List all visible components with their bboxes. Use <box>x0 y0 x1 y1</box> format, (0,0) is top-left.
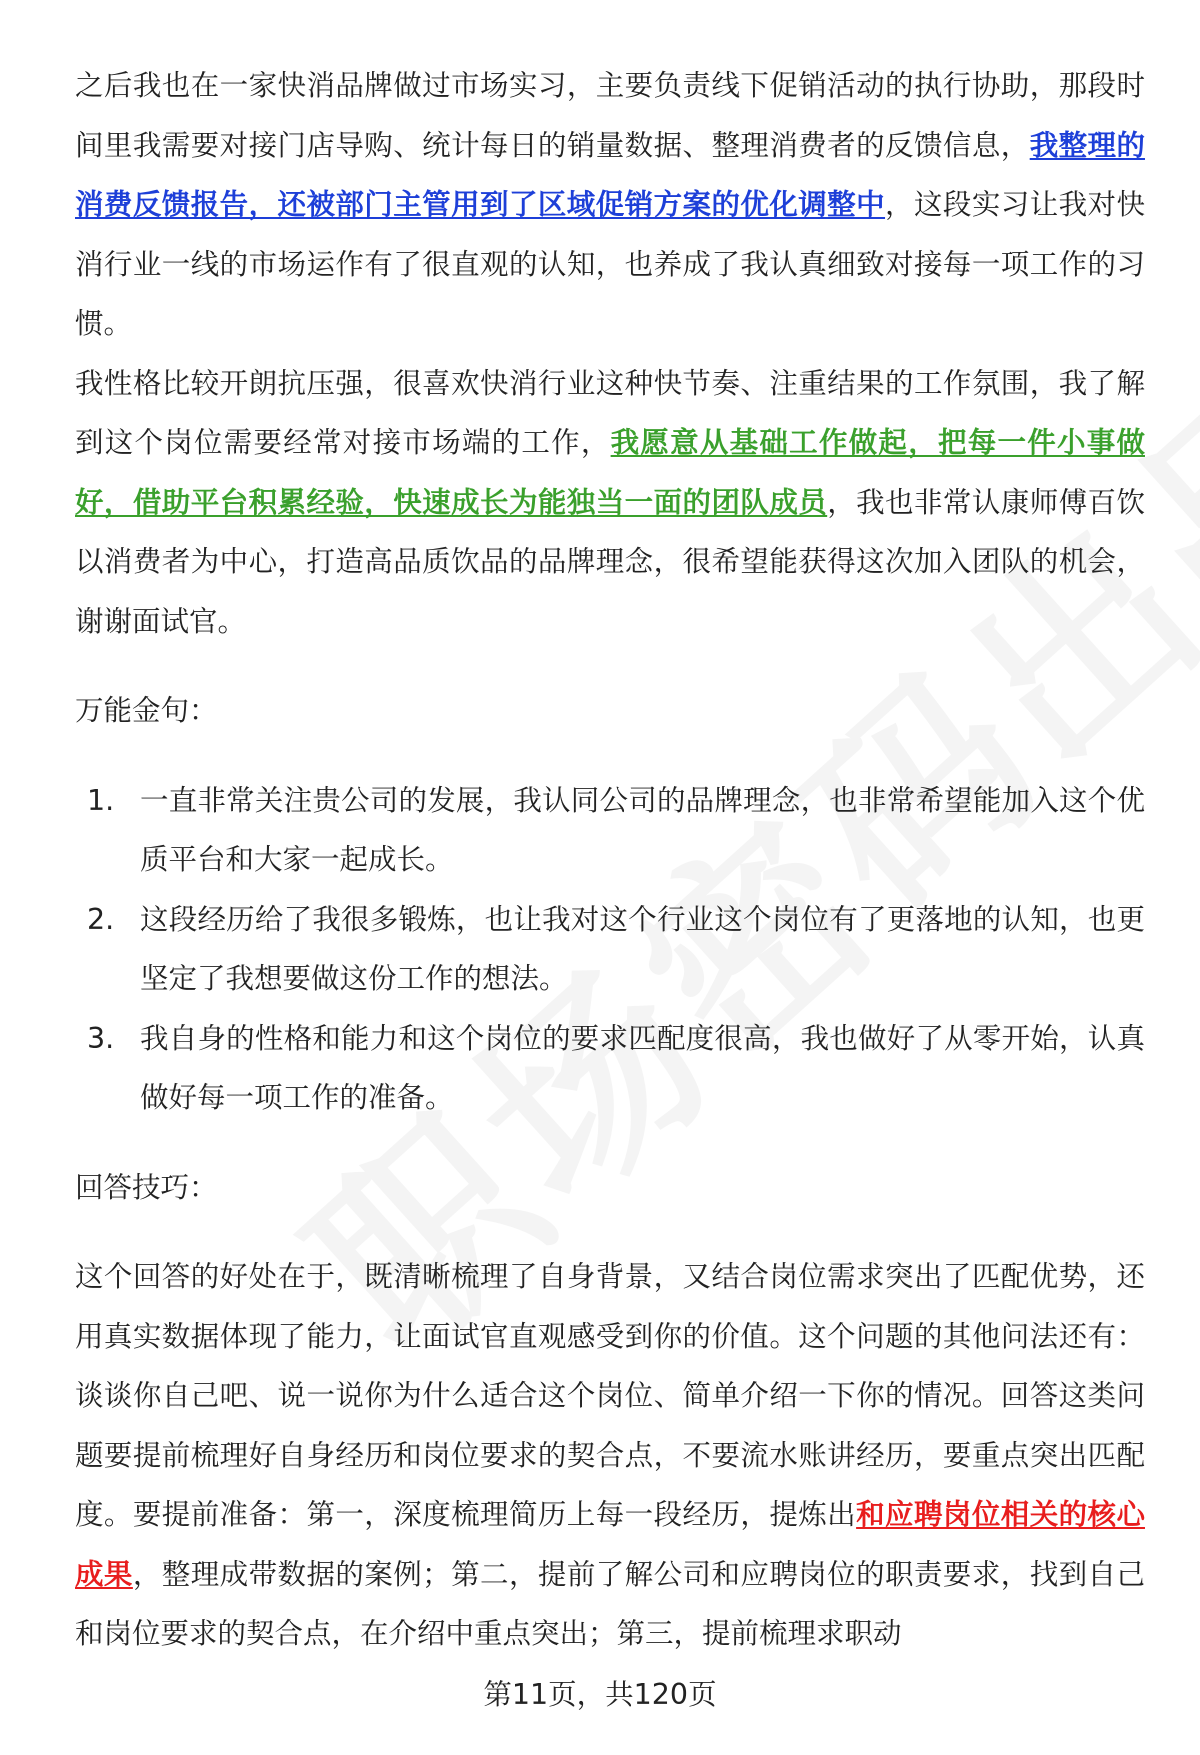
list-item-text: 一直非常关注贵公司的发展，我认同公司的品牌理念，也非常希望能加入这个优质平台和大家一起成长。 <box>140 783 1145 876</box>
list-number: 3. <box>87 1021 115 1055</box>
list-number: 1. <box>87 783 115 817</box>
list-item <box>87 771 1145 890</box>
highlight-blue: 我整理的消费反馈报告，还被部门主管用到了区域促销方案的优化调整中 <box>75 128 1145 221</box>
paragraph-text: 我性格比较开朗抗压强，很喜欢快消行业这种快节奏、注重结果的工作氛围，我了解到这个岗位需要经常对接市场端的工作， <box>75 366 1145 459</box>
document-body <box>75 56 1145 1664</box>
paragraph-personality <box>75 354 1145 652</box>
highlight-green: 我愿意从基础工作做起，把每一件小事做好，借助平台积累经验，快速成长为能独当一面的团队成员 <box>75 426 1145 519</box>
paragraph-text: ，整理成带数据的案例；第二，提前了解公司和应聘岗位的职责要求，找到自己和岗位要求的契合点，在介绍中重点突出；第三，提前梳理求职动 <box>75 1557 1145 1650</box>
paragraph-tips <box>75 1247 1145 1664</box>
paragraph-text: ，我也非常认康师傅百饮以消费者为中心，打造高品质饮品的品牌理念，很希望能获得这次加入团队的机会，谢谢面试官。 <box>75 485 1145 638</box>
paragraph-text: 这个回答的好处在于，既清晰梳理了自身背景，又结合岗位需求突出了匹配优势，还用真实数据体现了能力，让面试官直观感受到你的价值。这个问题的其他问法还有：谈谈你自己吧、说一说你为什么适合这个岗位、简单介绍一下你的情况。回答这类问题要提前梳理好自身经历和岗位要求的契合点，不要流水账讲经历，要重点突出匹配度。要提前准备：第一，深度梳理简历上每一段经历，提炼出 <box>75 1260 1145 1531</box>
list-item-text: 这段经历给了我很多锻炼，也让我对这个行业这个岗位有了更落地的认知，也更坚定了我想要做这份工作的想法。 <box>140 902 1145 995</box>
golden-sentences-list <box>75 771 1145 1128</box>
list-number: 2. <box>87 902 115 936</box>
paragraph-internship <box>75 56 1145 354</box>
list-item-text: 我自身的性格和能力和这个岗位的要求匹配度很高，我也做好了从零开始，认真做好每一项工作的准备。 <box>140 1021 1145 1114</box>
paragraph-text: ，这段实习让我对快消行业一线的市场运作有了很直观的认知，也养成了我认真细致对接每一项工作的习惯。 <box>75 188 1145 340</box>
list-item <box>87 890 1145 1009</box>
list-item <box>87 1009 1145 1128</box>
highlight-red: 和应聘岗位相关的核心成果 <box>75 1498 1145 1591</box>
page-footer: 第11页，共120页 <box>483 1678 717 1711</box>
answer-tips-heading: 回答技巧： <box>75 1170 218 1204</box>
paragraph-text: 之后我也在一家快消品牌做过市场实习，主要负责线下促销活动的执行协助，那段时间里我需要对接门店导购、统计每日的销量数据、整理消费者的反馈信息， <box>75 69 1145 162</box>
golden-sentences-heading: 万能金句： <box>75 694 218 727</box>
